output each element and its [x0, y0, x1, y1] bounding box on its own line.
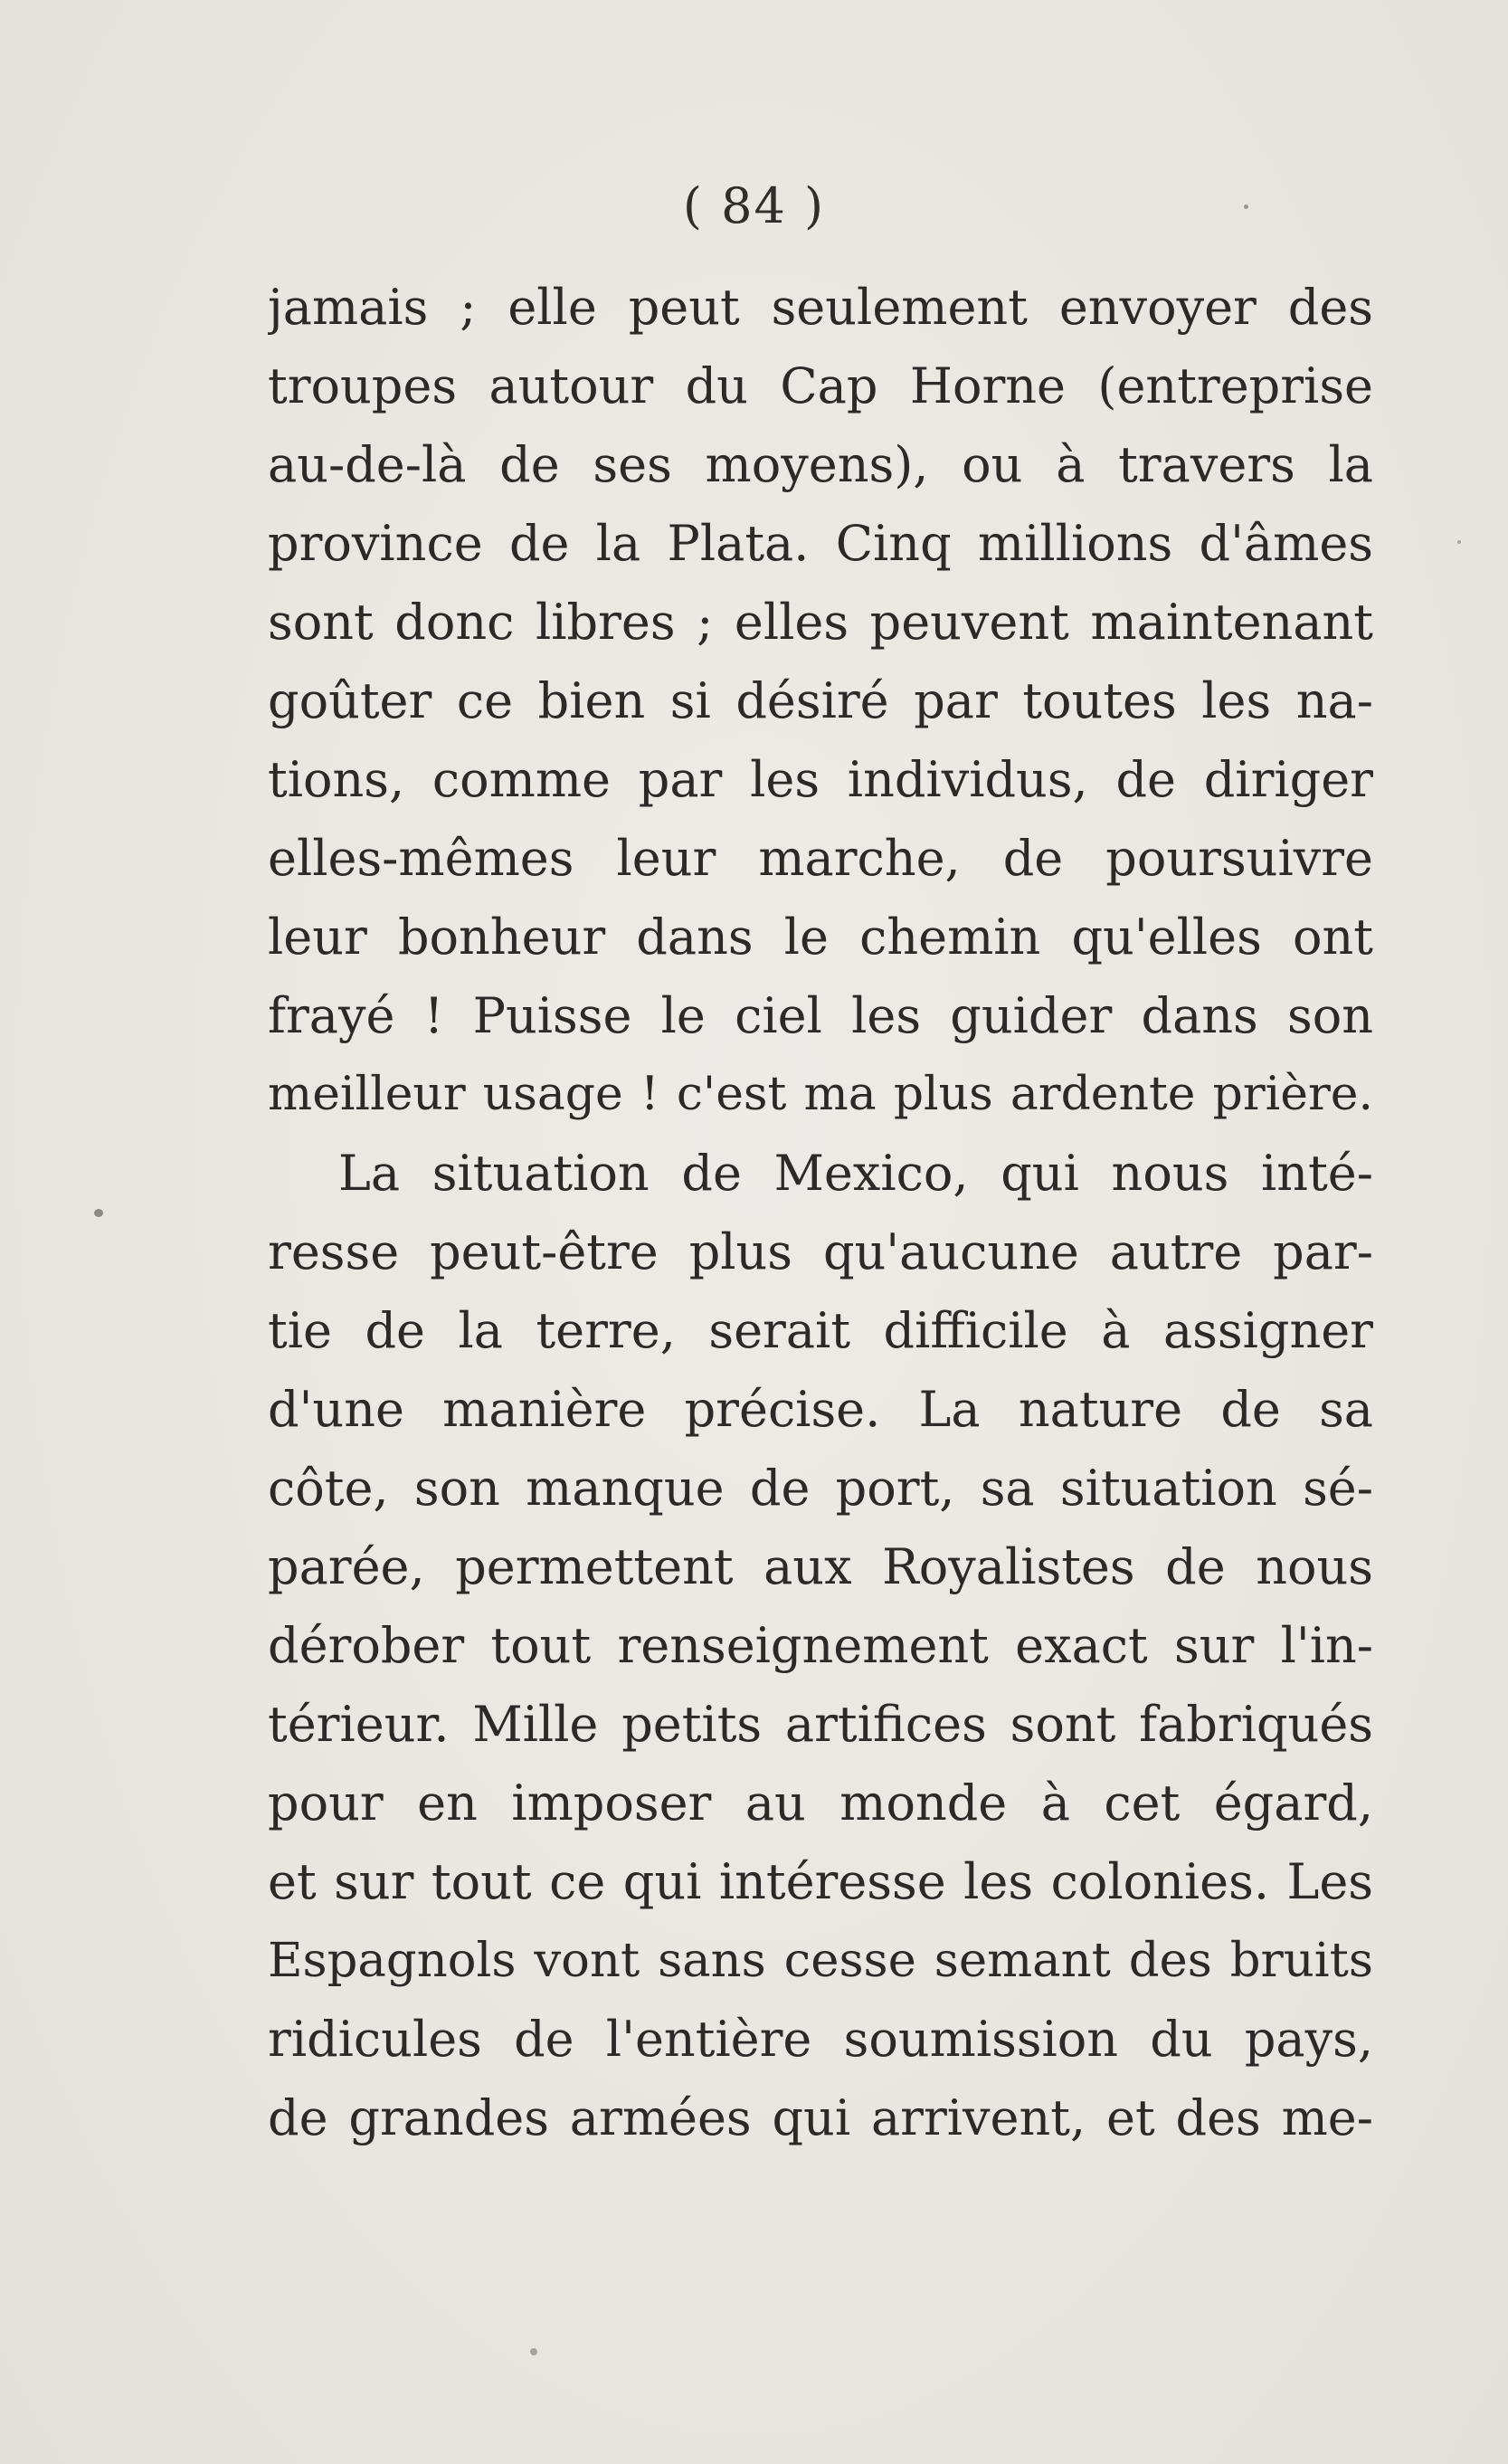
text-line: pour en imposer au monde à cet égard, — [268, 1774, 1373, 1831]
text-line: parée, permettent aux Royalistes de nous — [268, 1538, 1373, 1595]
text-line: et sur tout ce qui intéresse les colonies. Les — [268, 1853, 1373, 1910]
text-line: goûter ce bien si désiré par toutes les na- — [268, 672, 1373, 729]
text-line: leur bonheur dans le chemin qu'elles ont — [268, 909, 1373, 966]
text-line: elles-mêmes leur marche, de poursuivre — [268, 830, 1373, 887]
text-line: meilleur usage ! c'est ma plus ardente prière. — [268, 1067, 1373, 1121]
page-number: ( 84 ) — [682, 177, 826, 234]
text-line: ridicules de l'entière soumission du pays, — [268, 2011, 1373, 2068]
text-line: troupes autour du Cap Horne (entreprise — [268, 357, 1373, 414]
text-line: côte, son manque de port, sa situation sé- — [268, 1460, 1373, 1517]
text-line: resse peut-être plus qu'aucune autre par- — [268, 1223, 1373, 1280]
paper-speck — [1244, 205, 1248, 209]
paper-speck — [94, 1209, 103, 1217]
paper-speck — [530, 2348, 537, 2355]
text-line: frayé ! Puisse le ciel les guider dans son — [268, 987, 1373, 1044]
text-line: tions, comme par les individus, de diriger — [268, 751, 1373, 808]
text-line: jamais ; elle peut seulement envoyer des — [268, 279, 1373, 336]
text-line: province de la Plata. Cinq millions d'âmes — [268, 515, 1373, 572]
text-line: Espagnols vont sans cesse semant des bruits — [268, 1933, 1373, 1988]
text-line: d'une manière précise. La nature de sa — [268, 1381, 1373, 1438]
text-line: térieur. Mille petits artifices sont fabriqués — [268, 1696, 1373, 1753]
text-line: dérober tout renseignement exact sur l'in- — [268, 1617, 1373, 1674]
text-line: au-de-là de ses moyens), ou à travers la — [268, 436, 1373, 493]
body-text — [268, 268, 1373, 2157]
paragraph-start-line: La situation de Mexico, qui nous inté- — [338, 1145, 1373, 1202]
text-line: de grandes armées qui arrivent, et des me- — [268, 2089, 1373, 2146]
text-line: sont donc libres ; elles peuvent maintenant — [268, 594, 1373, 651]
paper-speck — [1457, 540, 1461, 544]
text-line: tie de la terre, serait difficile à assigner — [268, 1302, 1373, 1359]
